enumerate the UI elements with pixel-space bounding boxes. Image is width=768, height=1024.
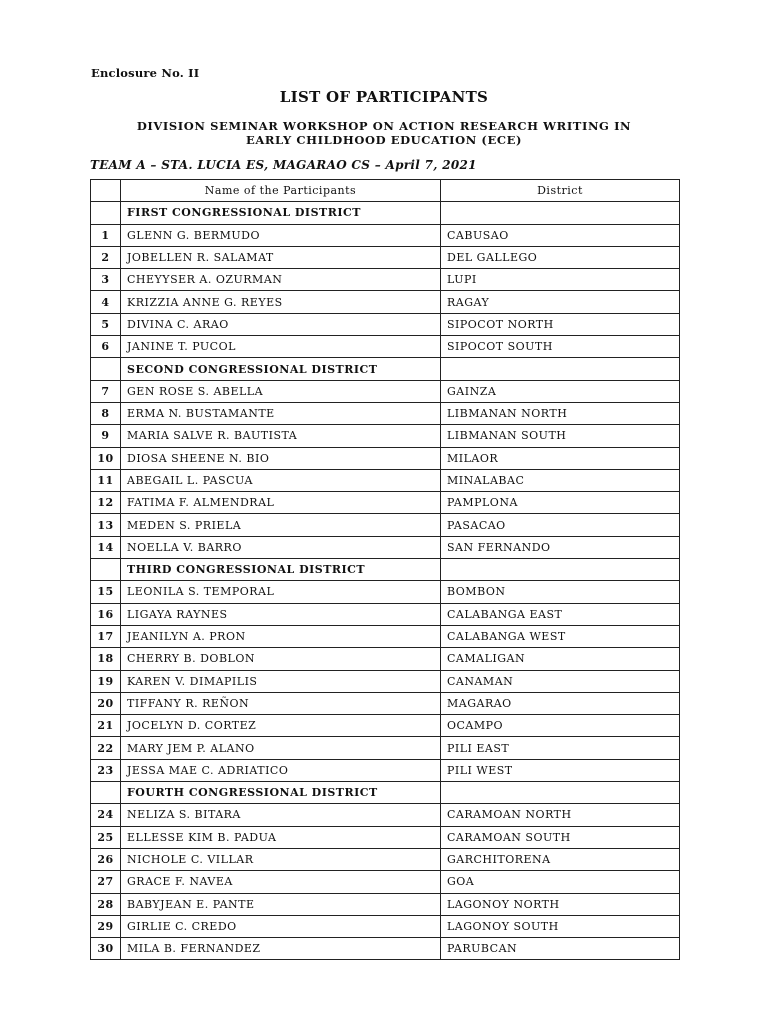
participant-district: GOA [441, 871, 680, 893]
table-row [91, 692, 680, 714]
subtitle-line-1: DIVISION SEMINAR WORKSHOP ON ACTION RESEARCH WRITING IN [136, 119, 632, 133]
section-district-cell [441, 559, 680, 581]
section-row [91, 358, 680, 380]
participant-name: DIOSA SHEENE N. BIO [121, 447, 441, 469]
participant-district: LIBMANAN NORTH [441, 402, 680, 424]
participant-name: MEDEN S. PRIELA [121, 514, 441, 536]
table-row [91, 425, 680, 447]
participant-number: 27 [91, 871, 121, 893]
table-row [91, 402, 680, 424]
participant-number: 14 [91, 536, 121, 558]
table-row [91, 737, 680, 759]
participant-number: 6 [91, 336, 121, 358]
column-header-name: Name of the Participants [121, 180, 441, 202]
participant-name: MILA B. FERNANDEZ [121, 938, 441, 960]
participant-name: CHERRY B. DOBLON [121, 648, 441, 670]
participant-district: MAGARAO [441, 692, 680, 714]
section-title: SECOND CONGRESSIONAL DISTRICT [121, 358, 441, 380]
section-number-cell [91, 358, 121, 380]
participant-district: CARAMOAN SOUTH [441, 826, 680, 848]
participant-name: JOBELLEN R. SALAMAT [121, 246, 441, 268]
table-row [91, 893, 680, 915]
participant-district: RAGAY [441, 291, 680, 313]
table-row [91, 938, 680, 960]
participant-number: 3 [91, 269, 121, 291]
team-info: TEAM A – STA. LUCIA ES, MAGARAO CS – April 7, 2021 [90, 158, 477, 172]
table-row [91, 269, 680, 291]
participant-number: 12 [91, 492, 121, 514]
table-row [91, 915, 680, 937]
section-number-cell [91, 782, 121, 804]
participant-number: 9 [91, 425, 121, 447]
participant-district: GAINZA [441, 380, 680, 402]
participant-number: 15 [91, 581, 121, 603]
table-row [91, 469, 680, 491]
participant-district: MILAOR [441, 447, 680, 469]
participant-district: CALABANGA WEST [441, 625, 680, 647]
participant-name: CHEYYSER A. OZURMAN [121, 269, 441, 291]
participant-name: NICHOLE C. VILLAR [121, 848, 441, 870]
participant-name: JESSA MAE C. ADRIATICO [121, 759, 441, 781]
participant-number: 30 [91, 938, 121, 960]
participant-district: CANAMAN [441, 670, 680, 692]
table-row [91, 848, 680, 870]
participant-number: 2 [91, 246, 121, 268]
participant-number: 5 [91, 313, 121, 335]
table-row [91, 246, 680, 268]
table-row [91, 715, 680, 737]
participant-number: 20 [91, 692, 121, 714]
participants-table [90, 179, 680, 960]
section-title: FIRST CONGRESSIONAL DISTRICT [121, 202, 441, 224]
section-district-cell [441, 358, 680, 380]
participant-name: JANINE T. PUCOL [121, 336, 441, 358]
participant-name: FATIMA F. ALMENDRAL [121, 492, 441, 514]
participant-number: 17 [91, 625, 121, 647]
participant-district: BOMBON [441, 581, 680, 603]
document-title: LIST OF PARTICIPANTS [279, 88, 489, 106]
table-row [91, 536, 680, 558]
table-row [91, 871, 680, 893]
participant-number: 24 [91, 804, 121, 826]
section-title: THIRD CONGRESSIONAL DISTRICT [121, 559, 441, 581]
participant-name: GLENN G. BERMUDO [121, 224, 441, 246]
participant-district: PASACAO [441, 514, 680, 536]
participant-name: KAREN V. DIMAPILIS [121, 670, 441, 692]
table-row [91, 492, 680, 514]
table-row [91, 447, 680, 469]
participant-district: LIBMANAN SOUTH [441, 425, 680, 447]
participant-district: CAMALIGAN [441, 648, 680, 670]
table-row [91, 648, 680, 670]
participant-name: ELLESSE KIM B. PADUA [121, 826, 441, 848]
participant-number: 28 [91, 893, 121, 915]
participant-name: BABYJEAN E. PANTE [121, 893, 441, 915]
participant-district: SIPOCOT SOUTH [441, 336, 680, 358]
participant-number: 11 [91, 469, 121, 491]
participant-district: CARAMOAN NORTH [441, 804, 680, 826]
table-row [91, 670, 680, 692]
table-row [91, 826, 680, 848]
participant-number: 4 [91, 291, 121, 313]
table-row [91, 313, 680, 335]
table-row [91, 759, 680, 781]
participant-name: GIRLIE C. CREDO [121, 915, 441, 937]
participant-district: MINALABAC [441, 469, 680, 491]
participant-number: 26 [91, 848, 121, 870]
table-row [91, 291, 680, 313]
table-row [91, 625, 680, 647]
participant-number: 1 [91, 224, 121, 246]
section-row [91, 202, 680, 224]
participant-name: MARY JEM P. ALANO [121, 737, 441, 759]
table-row [91, 380, 680, 402]
participant-name: LIGAYA RAYNES [121, 603, 441, 625]
column-header-number [91, 180, 121, 202]
participant-district: PAMPLONA [441, 492, 680, 514]
table-row [91, 224, 680, 246]
participant-name: GEN ROSE S. ABELLA [121, 380, 441, 402]
participant-district: SIPOCOT NORTH [441, 313, 680, 335]
participant-district: OCAMPO [441, 715, 680, 737]
participant-number: 8 [91, 402, 121, 424]
participant-name: NELIZA S. BITARA [121, 804, 441, 826]
participant-name: JEANILYN A. PRON [121, 625, 441, 647]
participant-name: GRACE F. NAVEA [121, 871, 441, 893]
participant-district: LAGONOY SOUTH [441, 915, 680, 937]
participant-number: 10 [91, 447, 121, 469]
participant-name: DIVINA C. ARAO [121, 313, 441, 335]
table-row [91, 603, 680, 625]
participant-number: 25 [91, 826, 121, 848]
participant-name: MARIA SALVE R. BAUTISTA [121, 425, 441, 447]
participant-name: TIFFANY R. REÑON [121, 692, 441, 714]
participants-table-body [91, 202, 680, 960]
participant-district: SAN FERNANDO [441, 536, 680, 558]
column-header-district: District [441, 180, 680, 202]
participant-number: 23 [91, 759, 121, 781]
participant-name: ABEGAIL L. PASCUA [121, 469, 441, 491]
table-row [91, 514, 680, 536]
section-row [91, 559, 680, 581]
subtitle-line-2: EARLY CHILDHOOD EDUCATION (ECE) [246, 133, 522, 147]
participant-district: DEL GALLEGO [441, 246, 680, 268]
participant-district: CABUSAO [441, 224, 680, 246]
table-row [91, 581, 680, 603]
participant-name: LEONILA S. TEMPORAL [121, 581, 441, 603]
document-subtitle [90, 119, 678, 147]
participant-number: 18 [91, 648, 121, 670]
participant-number: 19 [91, 670, 121, 692]
participant-district: LUPI [441, 269, 680, 291]
enclosure-label: Enclosure No. II [91, 66, 200, 80]
participant-district: LAGONOY NORTH [441, 893, 680, 915]
participant-district: CALABANGA EAST [441, 603, 680, 625]
section-district-cell [441, 202, 680, 224]
participant-number: 16 [91, 603, 121, 625]
participant-district: PARUBCAN [441, 938, 680, 960]
participant-name: ERMA N. BUSTAMANTE [121, 402, 441, 424]
section-district-cell [441, 782, 680, 804]
participant-number: 29 [91, 915, 121, 937]
table-header-row [91, 180, 680, 202]
participant-district: PILI EAST [441, 737, 680, 759]
participant-district: PILI WEST [441, 759, 680, 781]
participant-number: 7 [91, 380, 121, 402]
participant-number: 22 [91, 737, 121, 759]
participant-number: 21 [91, 715, 121, 737]
table-row [91, 804, 680, 826]
section-number-cell [91, 202, 121, 224]
section-number-cell [91, 559, 121, 581]
section-title: FOURTH CONGRESSIONAL DISTRICT [121, 782, 441, 804]
participant-name: KRIZZIA ANNE G. REYES [121, 291, 441, 313]
participant-name: JOCELYN D. CORTEZ [121, 715, 441, 737]
participant-name: NOELLA V. BARRO [121, 536, 441, 558]
section-row [91, 782, 680, 804]
participant-number: 13 [91, 514, 121, 536]
participant-district: GARCHITORENA [441, 848, 680, 870]
table-row [91, 336, 680, 358]
